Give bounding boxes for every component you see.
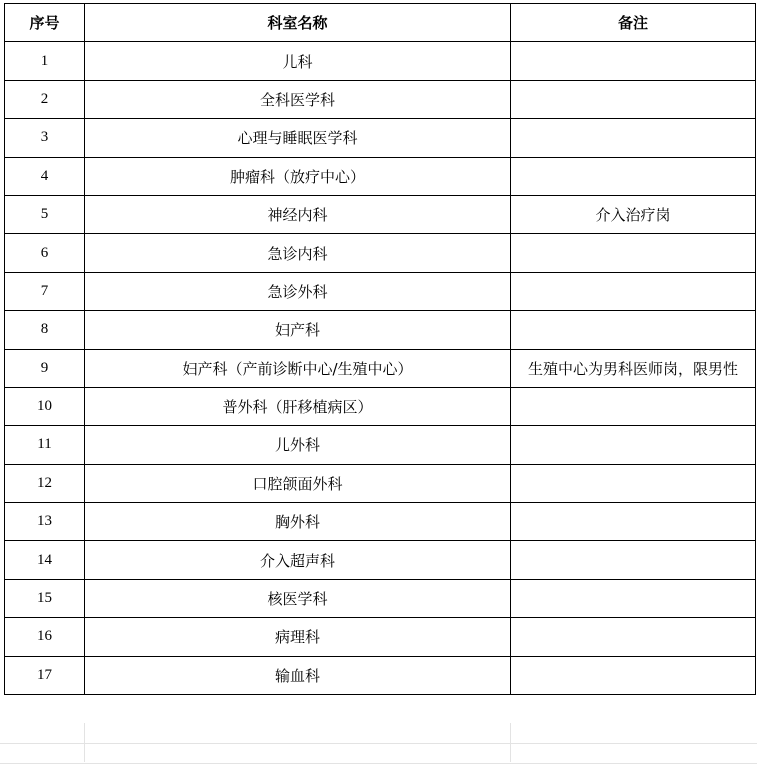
cell-index[interactable]: 8 [5,311,85,349]
cell-department[interactable]: 急诊内科 [85,234,511,272]
cell-index[interactable]: 13 [5,503,85,541]
cell-index[interactable]: 4 [5,157,85,195]
cell-note[interactable] [511,387,756,425]
cell-department[interactable]: 全科医学科 [85,80,511,118]
table-row [5,157,756,195]
cell-note[interactable] [511,541,756,579]
cell-note[interactable]: 生殖中心为男科医师岗，限男性 [511,349,756,387]
header-note[interactable]: 备注 [511,4,756,42]
table-row [5,119,756,157]
table-row [5,426,756,464]
cell-note[interactable] [511,579,756,617]
cell-department[interactable]: 妇产科（产前诊断中心/生殖中心） [85,349,511,387]
empty-grid-row [0,723,757,744]
cell-department[interactable]: 神经内科 [85,195,511,233]
cell-index[interactable]: 6 [5,234,85,272]
header-row [5,4,756,42]
cell-note[interactable] [511,464,756,502]
table-row [5,272,756,310]
cell-department[interactable]: 妇产科 [85,311,511,349]
table-row [5,464,756,502]
cell-department[interactable]: 胸外科 [85,503,511,541]
header-index[interactable]: 序号 [5,4,85,42]
empty-grid-row [0,743,757,764]
table-row [5,618,756,656]
cell-note[interactable] [511,618,756,656]
department-table [4,3,756,695]
cell-department[interactable]: 病理科 [85,618,511,656]
cell-note[interactable] [511,503,756,541]
cell-index[interactable]: 9 [5,349,85,387]
header-department[interactable]: 科室名称 [85,4,511,42]
cell-department[interactable]: 普外科（肝移植病区） [85,387,511,425]
table-row [5,541,756,579]
table-row [5,579,756,617]
cell-index[interactable]: 1 [5,42,85,80]
cell-department[interactable]: 急诊外科 [85,272,511,310]
table-row [5,387,756,425]
cell-note[interactable] [511,119,756,157]
cell-note[interactable] [511,426,756,464]
table-row [5,42,756,80]
cell-index[interactable]: 14 [5,541,85,579]
cell-department[interactable]: 介入超声科 [85,541,511,579]
table-row [5,234,756,272]
cell-department[interactable]: 儿外科 [85,426,511,464]
table-row [5,311,756,349]
cell-index[interactable]: 10 [5,387,85,425]
cell-department[interactable]: 儿科 [85,42,511,80]
cell-index[interactable]: 7 [5,272,85,310]
cell-index[interactable]: 12 [5,464,85,502]
cell-note[interactable] [511,656,756,694]
table-row [5,503,756,541]
grid-line [510,723,511,762]
cell-note[interactable] [511,157,756,195]
cell-index[interactable]: 15 [5,579,85,617]
cell-department[interactable]: 输血科 [85,656,511,694]
cell-note[interactable] [511,80,756,118]
table-row [5,656,756,694]
cell-note[interactable] [511,42,756,80]
cell-index[interactable]: 16 [5,618,85,656]
cell-department[interactable]: 肿瘤科（放疗中心） [85,157,511,195]
table-row [5,349,756,387]
grid-line [84,723,85,762]
cell-index[interactable]: 3 [5,119,85,157]
cell-department[interactable]: 口腔颌面外科 [85,464,511,502]
cell-note[interactable]: 介入治疗岗 [511,195,756,233]
cell-note[interactable] [511,272,756,310]
table-row [5,195,756,233]
cell-index[interactable]: 17 [5,656,85,694]
cell-department[interactable]: 心理与睡眠医学科 [85,119,511,157]
cell-note[interactable] [511,311,756,349]
cell-index[interactable]: 2 [5,80,85,118]
cell-index[interactable]: 11 [5,426,85,464]
cell-department[interactable]: 核医学科 [85,579,511,617]
table-row [5,80,756,118]
cell-note[interactable] [511,234,756,272]
cell-index[interactable]: 5 [5,195,85,233]
